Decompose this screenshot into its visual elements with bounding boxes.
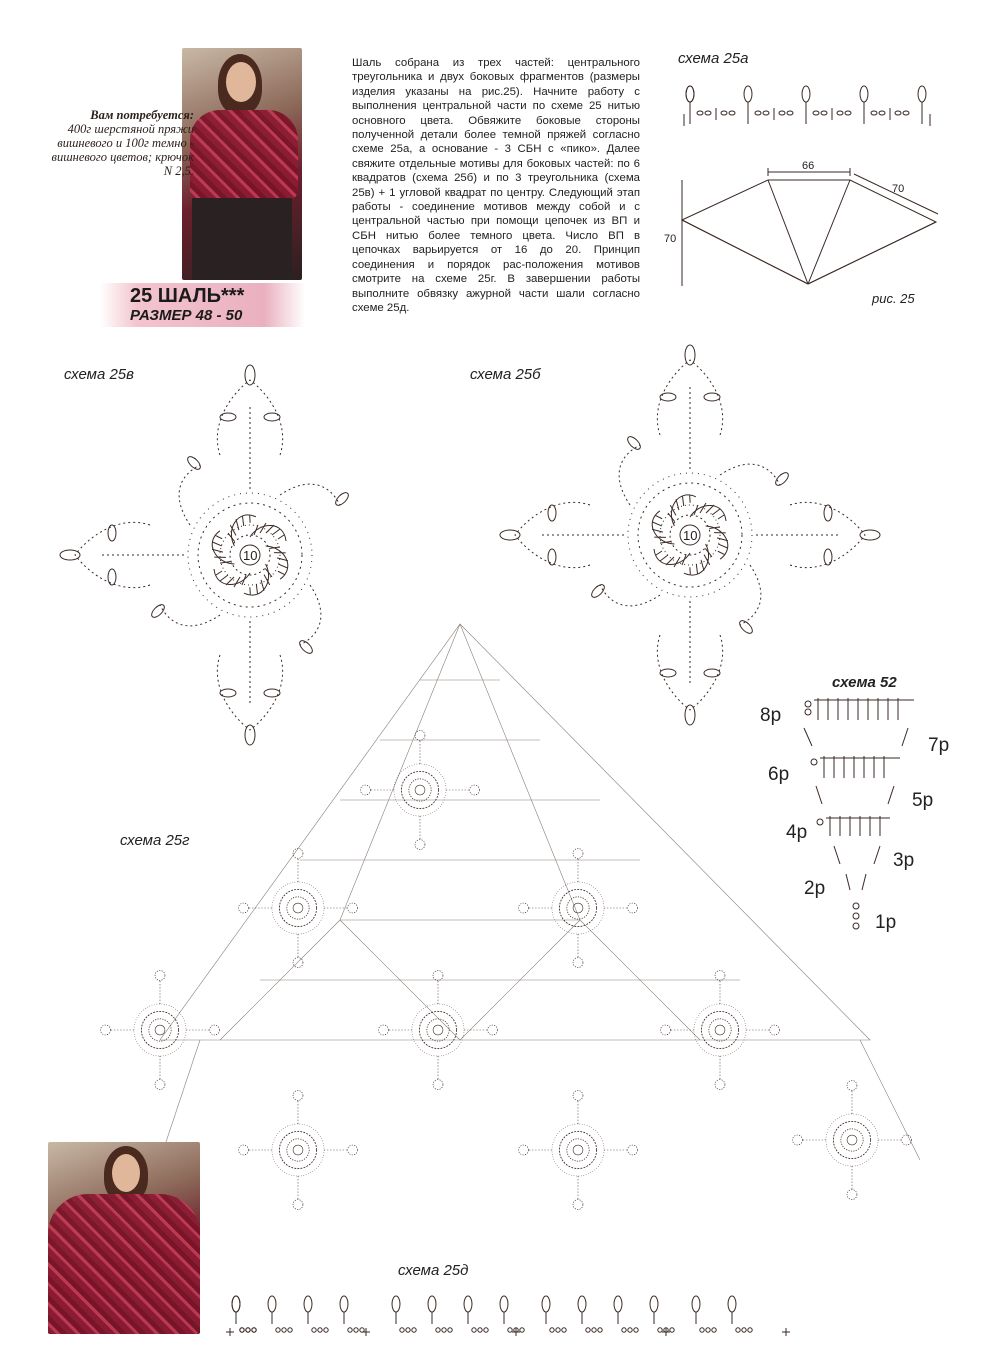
scheme-25a-diagram xyxy=(680,80,940,132)
pattern-title: 25 ШАЛЬ*** xyxy=(130,285,245,307)
row-label-1: 1р xyxy=(875,912,897,933)
scheme-25a-label: схема 25а xyxy=(678,50,749,67)
scheme-25d-diagram xyxy=(226,1292,796,1342)
scheme-25g-label: схема 25г xyxy=(120,832,190,849)
row-label-7: 7р xyxy=(928,735,950,756)
row-label-5: 5р xyxy=(912,790,934,811)
row-label-4: 4р xyxy=(786,822,808,843)
model-photo-bottom xyxy=(48,1142,200,1334)
scheme-25b-label: схема 25б xyxy=(470,366,541,383)
row-label-3: 3р xyxy=(893,850,915,871)
pattern-banner xyxy=(100,283,305,327)
materials-block xyxy=(44,108,194,178)
row-label-8: 8р xyxy=(760,705,782,726)
figure-dim-top: 66 xyxy=(802,160,815,172)
scheme-25v-label: схема 25в xyxy=(64,366,134,383)
instructions-text: Шаль собрана из трех частей: центрального треугольника и двух боковых фрагментов (размеры изделия указаны на рис.25). Начните работу с выполнения центральной части по схеме 25 нитью основного цвета. Обвяжите боковые стороны полученной детали более темной пряжей согласно схеме 25а, а основание - 3 СБН с «пико». Далее свяжите отдельные мотивы для боковых частей: по 6 квадратов (схема 25б) и по 3 треугольника (схема 25в) + 1 угловой квадрат по центру. Следующий этап работы - соединение мотивов между собой и с центральной частью при помощи цепочек из ВП и СБН нитью более темного цвета. Число ВП в цепочках варьируется от 16 до 20. Принцип соединения и порядок рас-положения мотивов смотрите на схеме 25г. В завершении работы выполните обвязку ажурной части шали согласно схеме 25д. xyxy=(352,57,640,314)
pattern-size: РАЗМЕР 48 - 50 xyxy=(130,307,243,324)
scheme-52-label: схема 52 xyxy=(832,674,897,691)
figure-25-diagram xyxy=(660,158,950,298)
figure-caption: рис. 25 xyxy=(872,291,915,306)
model-photo-top xyxy=(182,48,302,280)
row-label-6: 6р xyxy=(768,764,790,785)
figure-dim-height: 70 xyxy=(664,233,677,245)
materials-title: Вам потребуется: xyxy=(90,108,194,122)
row-label-2: 2р xyxy=(804,878,826,899)
motif-v-center-number: 10 xyxy=(243,548,258,563)
motif-b-center-number: 10 xyxy=(683,528,698,543)
materials-text: 400г шерстяной пряжи вишневого и 100г темно - вишневого цветов; крючок N 2,5. xyxy=(51,122,194,178)
scheme-25d-label: схема 25д xyxy=(398,1262,469,1279)
figure-dim-side: 70 xyxy=(892,183,905,195)
